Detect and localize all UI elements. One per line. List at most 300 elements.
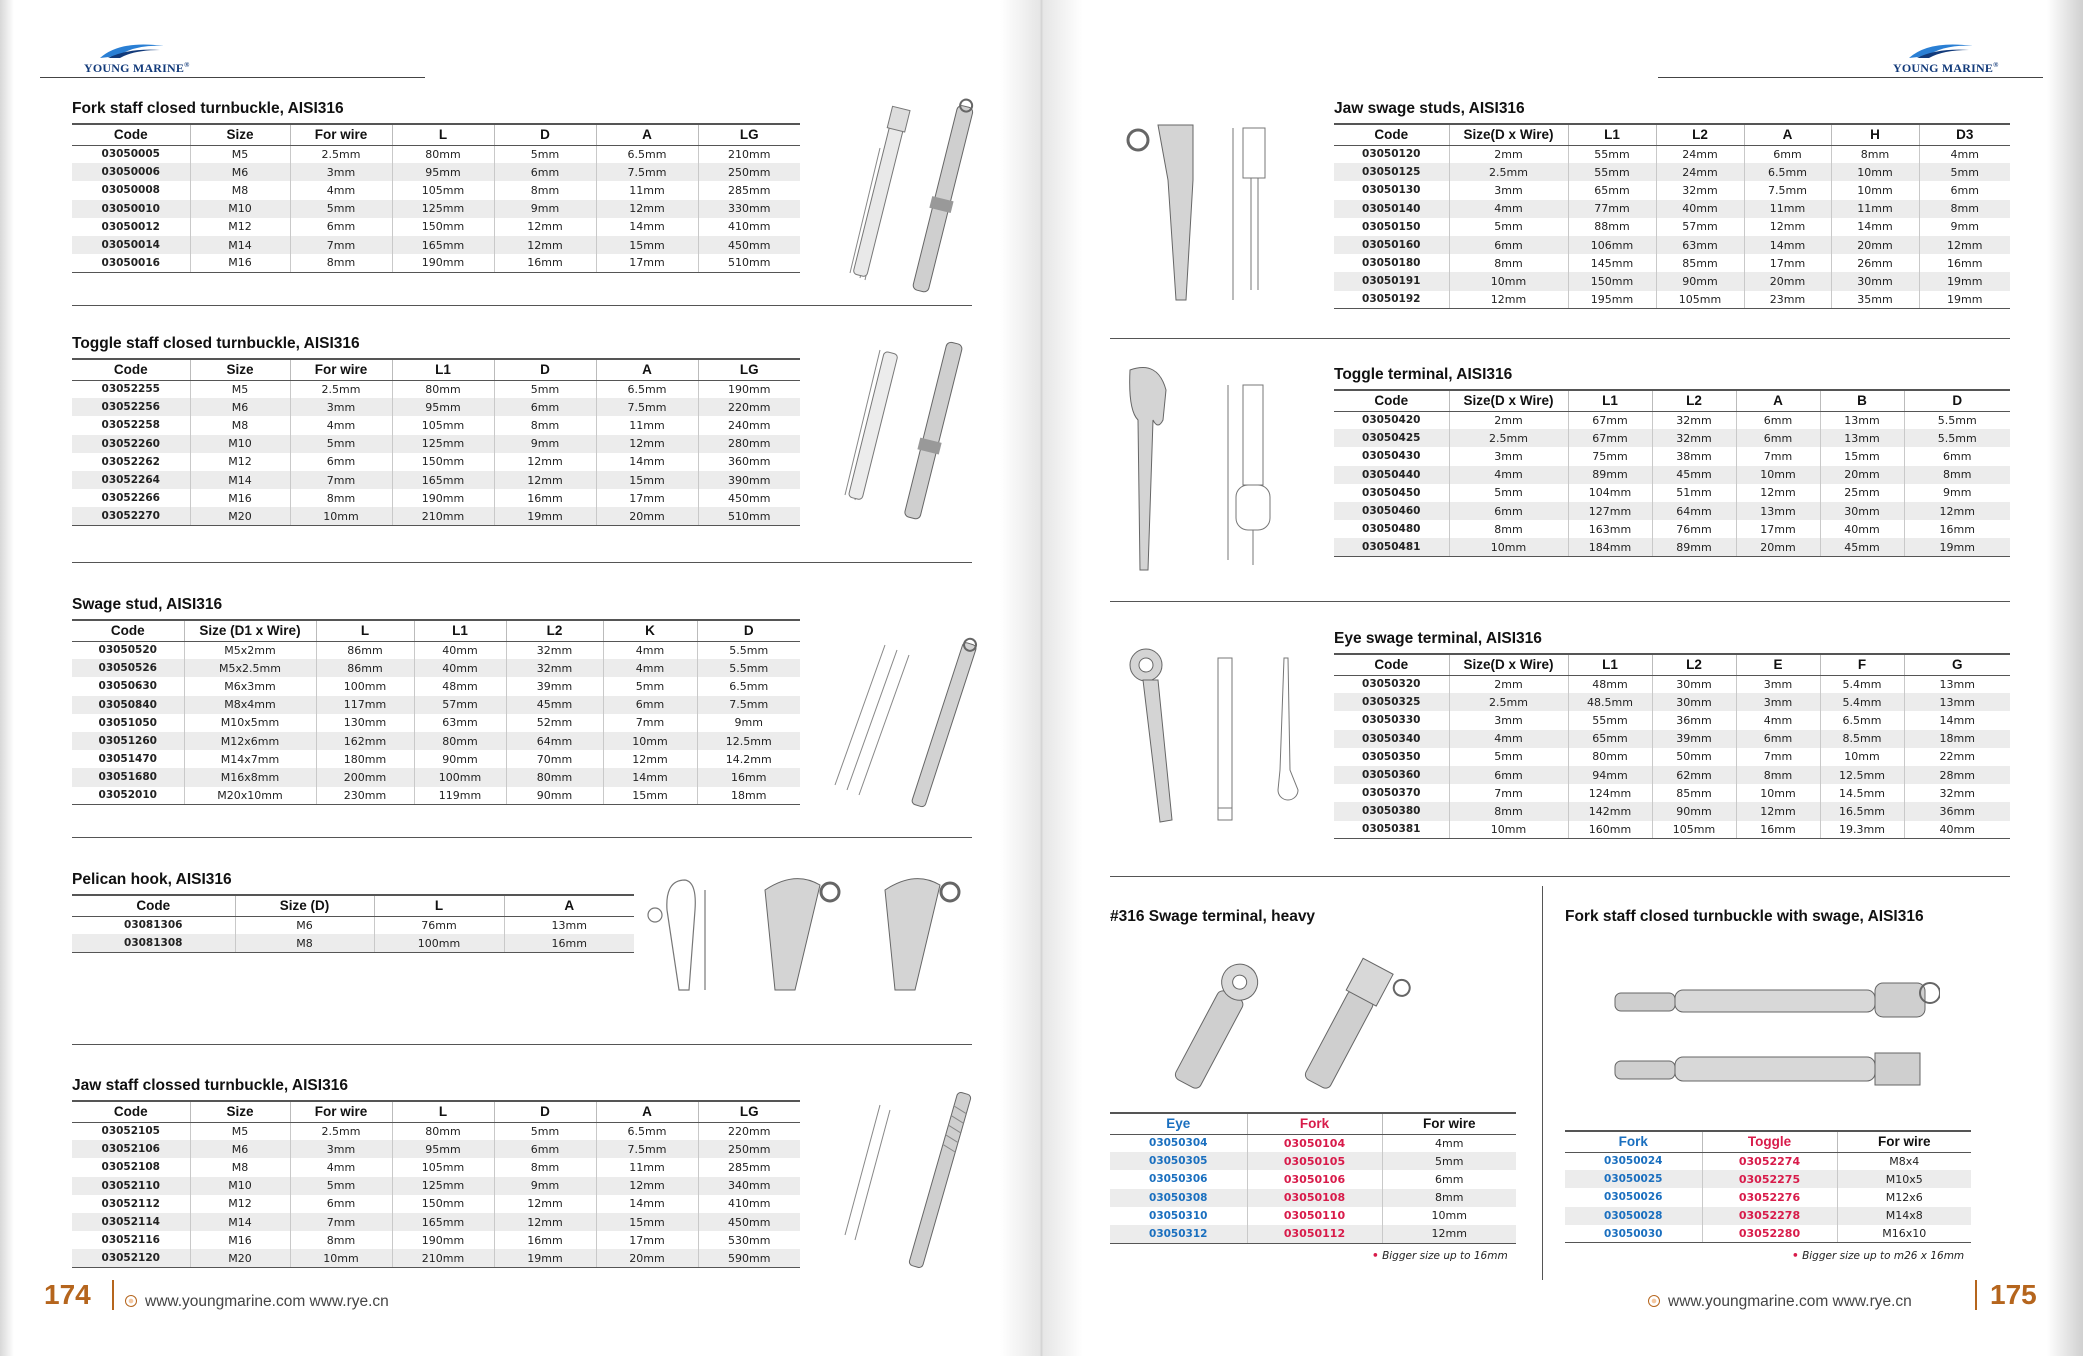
table-row (1334, 218, 2010, 236)
spec-cell: 117mm (316, 696, 414, 714)
spec-cell: 17mm (596, 489, 698, 507)
spec-cell: 6mm (290, 218, 392, 236)
spec-cell: 48.5mm (1568, 693, 1652, 711)
spec-cell: M5 (190, 1122, 290, 1140)
header-rule-left (40, 77, 425, 78)
spec-cell: 14mm (596, 453, 698, 471)
spec-cell: 180mm (316, 750, 414, 768)
spec-cell: 14mm (1831, 218, 1919, 236)
spec-cell: 6mm (494, 1140, 596, 1158)
spec-cell: M20 (190, 507, 290, 525)
spec-cell: 124mm (1568, 784, 1652, 802)
section-title: Jaw swage studs, AISI316 (1334, 100, 1525, 117)
product-image-fork-swage-turnbuckle (1610, 965, 1940, 1110)
spec-cell: 7mm (603, 714, 697, 732)
table-row (72, 1231, 800, 1249)
spec-cell: 45mm (1652, 466, 1736, 484)
column-header: L1 (1568, 390, 1652, 411)
product-image-jaw-swage (1118, 110, 1318, 315)
spec-cell: 530mm (698, 1231, 800, 1249)
table-row (72, 254, 800, 272)
product-code: 03052255 (101, 383, 160, 396)
spec-cell: 220mm (698, 1122, 800, 1140)
spec-cell: 190mm (698, 380, 800, 398)
spec-cell: 80mm (392, 380, 494, 398)
spec-cell: 40mm (1656, 200, 1744, 218)
spec-cell: 8mm (1382, 1189, 1516, 1207)
table-row (1334, 538, 2010, 556)
table-row (72, 218, 800, 236)
url-text: www.youngmarine.com www.rye.cn (145, 1293, 389, 1310)
spec-cell: M8x4mm (184, 696, 316, 714)
product-code: 03050481 (1334, 538, 1449, 556)
product-code: 03050130 (1362, 184, 1421, 197)
column-header: L (392, 1101, 494, 1122)
spec-cell: 3mm (290, 163, 392, 181)
spec-cell: 03050110 (1247, 1207, 1382, 1225)
spec-cell: 10mm (290, 507, 392, 525)
product-code: 03050312 (1110, 1225, 1247, 1243)
spec-cell: 7.5mm (1744, 181, 1831, 199)
footer-url-right[interactable] (1648, 1293, 1912, 1311)
section-toggle-terminal (1334, 366, 2010, 557)
note-text: Bigger size up to 16mm (1382, 1250, 1508, 1262)
table-row (1110, 1225, 1516, 1243)
table-row (72, 1195, 800, 1213)
spec-cell: 5.5mm (1904, 411, 2010, 429)
spec-cell: 190mm (392, 1231, 494, 1249)
column-header: L1 (392, 359, 494, 380)
spec-cell: 40mm (414, 659, 506, 677)
spec-table (1334, 653, 2010, 839)
spec-cell: 03050106 (1247, 1170, 1382, 1188)
spec-cell: 28mm (1904, 766, 2010, 784)
spec-cell: 5mm (494, 1122, 596, 1140)
spec-cell: 8.5mm (1820, 730, 1904, 748)
table-row (1334, 784, 2010, 802)
spec-cell: M16x10 (1837, 1225, 1971, 1243)
spec-cell: 17mm (596, 1231, 698, 1249)
spec-cell: 24mm (1656, 163, 1744, 181)
spec-cell: M10 (190, 1177, 290, 1195)
column-header: For wire (1837, 1131, 1971, 1152)
spec-cell: 67mm (1568, 429, 1652, 447)
spec-cell: 15mm (603, 787, 697, 805)
spec-cell: 03052276 (1702, 1188, 1837, 1206)
spec-cell: 13mm (1820, 411, 1904, 429)
spec-cell: 2.5mm (290, 145, 392, 163)
table-row (72, 916, 634, 934)
table-row (1334, 802, 2010, 820)
spec-cell: 8mm (494, 416, 596, 434)
column-header: H (1831, 124, 1919, 145)
spec-cell: 4mm (290, 181, 392, 199)
spec-cell: 11mm (596, 181, 698, 199)
spec-cell: 80mm (506, 768, 603, 786)
product-code: 03050025 (1565, 1170, 1702, 1188)
spec-cell: 8mm (1831, 145, 1919, 163)
spec-cell: 105mm (1652, 821, 1736, 839)
table-row (1334, 447, 2010, 465)
column-header: Size (190, 359, 290, 380)
table-row (1110, 1134, 1516, 1152)
spec-cell: 200mm (316, 768, 414, 786)
table-row (1334, 693, 2010, 711)
page-edge-left (0, 0, 14, 1356)
spec-cell: 32mm (506, 659, 603, 677)
spec-cell: 17mm (1744, 254, 1831, 272)
column-header: Code (72, 895, 235, 916)
spec-cell: 5mm (494, 380, 596, 398)
spec-cell: M12 (190, 218, 290, 236)
spec-cell: 19mm (494, 507, 596, 525)
spec-cell: 16.5mm (1820, 802, 1904, 820)
spec-cell: 230mm (316, 787, 414, 805)
table-row (72, 1213, 800, 1231)
table-row (72, 1122, 800, 1140)
spec-cell: 104mm (1568, 484, 1652, 502)
spec-cell: 9mm (1919, 218, 2010, 236)
spec-cell: 285mm (698, 181, 800, 199)
spec-cell: 2.5mm (1449, 429, 1568, 447)
spec-cell: 5.5mm (697, 659, 800, 677)
product-code: 03050026 (1604, 1191, 1663, 1204)
table-row (1334, 466, 2010, 484)
column-header: L2 (1652, 390, 1736, 411)
spec-cell: 190mm (392, 254, 494, 272)
spec-cell: 20mm (1831, 236, 1919, 254)
spec-cell: 86mm (316, 659, 414, 677)
table-row (1334, 484, 2010, 502)
spec-cell: 40mm (1820, 520, 1904, 538)
fork-swage-table-wrap (1565, 1130, 1971, 1243)
spec-cell: M8 (190, 1158, 290, 1176)
table-row (72, 380, 800, 398)
spec-cell: 160mm (1568, 821, 1652, 839)
product-code: 03050030 (1565, 1225, 1702, 1243)
product-code: 03081306 (124, 919, 183, 932)
product-image-jaw-turnbuckle (820, 1085, 990, 1280)
spec-cell: 125mm (392, 1177, 494, 1195)
spec-cell: 12mm (1449, 291, 1568, 309)
spec-cell: M8 (190, 181, 290, 199)
spec-cell: 39mm (1652, 730, 1736, 748)
product-code: 03050325 (1334, 693, 1449, 711)
product-image-pelican-hook (645, 870, 985, 1015)
spec-cell: 7.5mm (596, 163, 698, 181)
spec-cell: 16mm (697, 768, 800, 786)
spec-table (1334, 389, 2010, 557)
spec-cell: 19mm (1904, 538, 2010, 556)
spec-cell: 86mm (316, 641, 414, 659)
spec-cell: 85mm (1656, 254, 1744, 272)
spec-cell: 3mm (290, 1140, 392, 1158)
spec-cell: 16mm (1736, 821, 1820, 839)
spec-cell: 6.5mm (697, 677, 800, 695)
header-rule-right (1658, 77, 2043, 78)
section-pelican-hook (72, 871, 634, 953)
column-header: LG (698, 359, 800, 380)
spec-cell: 20mm (596, 507, 698, 525)
spec-cell: 150mm (1568, 272, 1656, 290)
product-image-swage-stud (815, 635, 995, 820)
table-row (72, 200, 800, 218)
column-header: E (1736, 654, 1820, 675)
column-header: Size(D x Wire) (1449, 390, 1568, 411)
table-row (72, 435, 800, 453)
spec-cell: 15mm (596, 236, 698, 254)
spec-cell: 8mm (1919, 200, 2010, 218)
spec-cell: 8mm (1904, 466, 2010, 484)
column-header: D3 (1919, 124, 2010, 145)
spec-cell: 6mm (1904, 447, 2010, 465)
table-row (1334, 200, 2010, 218)
column-header: L2 (506, 620, 603, 641)
spec-cell: 12mm (494, 471, 596, 489)
product-code: 03052116 (101, 1234, 160, 1247)
spec-cell: 5mm (1449, 218, 1568, 236)
column-header: For wire (290, 359, 392, 380)
spec-cell: 142mm (1568, 802, 1652, 820)
spec-cell: 11mm (1744, 200, 1831, 218)
section-toggle-staff (72, 335, 800, 526)
spec-cell: 76mm (374, 916, 504, 934)
table-row (72, 416, 800, 434)
spec-cell: 50mm (1652, 748, 1736, 766)
spec-cell: M14x8 (1837, 1207, 1971, 1225)
spec-cell: 65mm (1568, 181, 1656, 199)
spec-cell: M12 (190, 1195, 290, 1213)
column-header: D (1904, 390, 2010, 411)
spec-cell: 4mm (603, 641, 697, 659)
spec-cell: 45mm (1820, 538, 1904, 556)
spec-cell: 20mm (1744, 272, 1831, 290)
table-row (72, 453, 800, 471)
url-text: www.youngmarine.com www.rye.cn (1668, 1293, 1912, 1310)
spec-cell: 2mm (1449, 411, 1568, 429)
table-row (1334, 502, 2010, 520)
product-image-toggle-terminal (1118, 360, 1318, 585)
section-swage-heavy (1110, 908, 1522, 931)
spec-cell: M16 (190, 254, 290, 272)
spec-cell: 2mm (1449, 675, 1568, 693)
spec-cell: 3mm (290, 398, 392, 416)
spec-cell: 4mm (1449, 200, 1568, 218)
spec-cell: 9mm (494, 200, 596, 218)
column-header: A (596, 359, 698, 380)
table-row (1110, 1189, 1516, 1207)
product-code: 03051680 (72, 768, 184, 786)
product-code: 03052258 (101, 419, 160, 432)
brand-name: YOUNG MARINE (1893, 61, 1994, 75)
spec-cell: M16x8mm (184, 768, 316, 786)
column-header: Code (1334, 654, 1449, 675)
spec-cell: 12mm (494, 218, 596, 236)
section-divider (72, 837, 972, 838)
spec-cell: 25mm (1820, 484, 1904, 502)
table-header-row (1110, 1113, 1516, 1134)
spec-cell: 12.5mm (697, 732, 800, 750)
section-fork-staff (72, 100, 800, 273)
spec-cell: 36mm (1652, 711, 1736, 729)
spec-cell: 5.5mm (697, 641, 800, 659)
table-header-row (1334, 390, 2010, 411)
spec-cell: 510mm (698, 254, 800, 272)
spec-cell: 30mm (1652, 693, 1736, 711)
spec-cell: 40mm (1904, 821, 2010, 839)
spec-cell: 5mm (1449, 748, 1568, 766)
spec-cell: 9mm (697, 714, 800, 732)
spec-cell: 6mm (290, 1195, 392, 1213)
page-edge-right (2047, 0, 2083, 1356)
table-row (1334, 272, 2010, 290)
spec-cell: 5.5mm (1904, 429, 2010, 447)
spec-cell: 52mm (506, 714, 603, 732)
size-note-fork-swage: • Bigger size up to m26 x 16mm (1792, 1250, 1965, 1262)
spec-cell: 90mm (1652, 802, 1736, 820)
spec-cell: 100mm (316, 677, 414, 695)
spec-cell: 12mm (1736, 484, 1820, 502)
spec-cell: 3mm (1736, 693, 1820, 711)
product-code: 03050380 (1334, 802, 1449, 820)
table-header-row (72, 620, 800, 641)
spec-cell: 5mm (290, 435, 392, 453)
spec-cell: 94mm (1568, 766, 1652, 784)
spec-cell: 195mm (1568, 291, 1656, 309)
spec-cell: 6mm (1449, 236, 1568, 254)
section-divider (1110, 338, 2010, 339)
spec-cell: 10mm (1736, 466, 1820, 484)
spec-cell: 03050112 (1247, 1225, 1382, 1243)
table-row (1334, 236, 2010, 254)
spec-table (72, 894, 634, 953)
spec-cell: 55mm (1568, 145, 1656, 163)
spec-cell: 7mm (290, 236, 392, 254)
spec-cell: 20mm (1736, 538, 1820, 556)
spec-cell: 5mm (494, 145, 596, 163)
product-code: 03050308 (1110, 1189, 1247, 1207)
column-header: A (596, 1101, 698, 1122)
column-header: For wire (1382, 1113, 1516, 1134)
spec-cell: 13mm (1736, 502, 1820, 520)
spec-cell: 8mm (1736, 766, 1820, 784)
table-row (72, 1158, 800, 1176)
spec-cell: 12mm (1382, 1225, 1516, 1243)
spec-cell: 14.2mm (697, 750, 800, 768)
table-row (72, 732, 800, 750)
spec-cell: 22mm (1904, 748, 2010, 766)
spec-cell: 5.4mm (1820, 675, 1904, 693)
spec-cell: 7.5mm (596, 1140, 698, 1158)
product-code: 03050450 (1362, 486, 1421, 499)
spec-cell: 4mm (1449, 730, 1568, 748)
spec-cell: 145mm (1568, 254, 1656, 272)
table-row (1334, 821, 2010, 839)
column-header: G (1904, 654, 2010, 675)
table-row (72, 677, 800, 695)
spec-cell: 100mm (374, 934, 504, 952)
product-code: 03052262 (101, 455, 160, 468)
column-header: LG (698, 1101, 800, 1122)
spec-cell: 360mm (698, 453, 800, 471)
product-code: 03050430 (1362, 450, 1421, 463)
table-row (1334, 730, 2010, 748)
spec-cell: 119mm (414, 787, 506, 805)
spec-cell: 03052275 (1702, 1170, 1837, 1188)
spec-cell: 14mm (596, 218, 698, 236)
spec-cell: 150mm (392, 218, 494, 236)
spec-cell: 76mm (1652, 520, 1736, 538)
column-header: D (494, 1101, 596, 1122)
column-header: A (596, 124, 698, 145)
spec-table (1565, 1130, 1971, 1243)
product-code: 03050006 (72, 163, 190, 181)
spec-cell: 450mm (698, 1213, 800, 1231)
spec-cell: 210mm (698, 145, 800, 163)
column-header: F (1820, 654, 1904, 675)
table-row (72, 507, 800, 525)
spec-table (72, 123, 800, 273)
spec-cell: 190mm (392, 489, 494, 507)
size-note-heavy: • Bigger size up to 16mm (1372, 1250, 1508, 1262)
section-title: Eye swage terminal, AISI316 (1334, 630, 1542, 647)
table-header-row (72, 124, 800, 145)
spec-cell: 32mm (506, 641, 603, 659)
column-header: Fork (1565, 1131, 1702, 1152)
spec-cell: 57mm (1656, 218, 1744, 236)
spec-cell: 4mm (290, 1158, 392, 1176)
spec-cell: 12mm (1904, 502, 2010, 520)
spec-cell: 6mm (1736, 411, 1820, 429)
product-code: 03052106 (72, 1140, 190, 1158)
spec-cell: 340mm (698, 1177, 800, 1195)
spec-cell: 03052278 (1702, 1207, 1837, 1225)
spec-cell: 3mm (1449, 447, 1568, 465)
spec-cell: 12mm (1736, 802, 1820, 820)
note-text: Bigger size up to m26 x 16mm (1802, 1250, 1965, 1262)
spec-cell: 7.5mm (697, 696, 800, 714)
product-code: 03052114 (72, 1213, 190, 1231)
table-row (1334, 145, 2010, 163)
product-code: 03052256 (72, 398, 190, 416)
page-number-left: 174 (44, 1279, 91, 1310)
spec-cell: M5x2mm (184, 641, 316, 659)
spec-cell: 18mm (1904, 730, 2010, 748)
spec-cell: 70mm (506, 750, 603, 768)
spec-cell: 7mm (290, 1213, 392, 1231)
spec-cell: 105mm (392, 1158, 494, 1176)
spec-cell: 4mm (1382, 1134, 1516, 1152)
spec-cell: 10mm (290, 1249, 392, 1267)
spec-cell: 14mm (1744, 236, 1831, 254)
spec-cell: 9mm (494, 435, 596, 453)
product-code: 03052108 (101, 1161, 160, 1174)
spec-cell: 12mm (603, 750, 697, 768)
spec-cell: 450mm (698, 236, 800, 254)
product-code: 03050310 (1149, 1209, 1208, 1222)
footer-url-left[interactable] (125, 1293, 389, 1311)
spec-cell: 14mm (596, 1195, 698, 1213)
table-row (72, 145, 800, 163)
product-code: 03050160 (1334, 236, 1449, 254)
brand-logo-right: YOUNG MARINE® (1893, 38, 1999, 76)
section-title: Fork staff closed turnbuckle with swage, AISI316 (1565, 908, 1924, 925)
spec-cell: 125mm (392, 435, 494, 453)
spec-cell: 89mm (1652, 538, 1736, 556)
spec-cell: 75mm (1568, 447, 1652, 465)
section-swage-stud (72, 596, 800, 805)
column-header: D (494, 359, 596, 380)
